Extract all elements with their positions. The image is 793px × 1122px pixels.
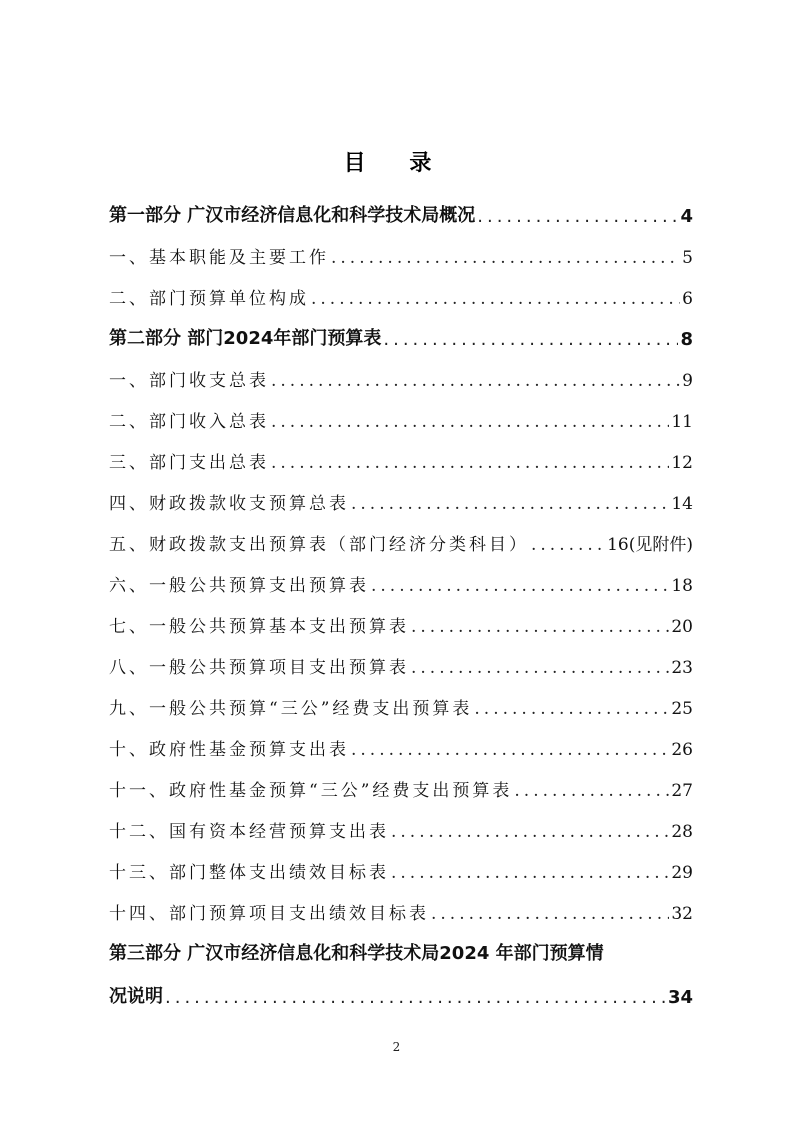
toc-entry-label: 第二部分 部门2024年部门预算表	[109, 328, 382, 349]
toc-entry[interactable]	[109, 719, 693, 760]
toc-entry-page-number: 11	[671, 412, 693, 432]
toc-entry-page-number: 9	[682, 371, 693, 391]
toc-entry-page-number: 5	[682, 248, 693, 268]
toc-entry[interactable]	[109, 596, 693, 637]
toc-entry-page-number: 25	[671, 699, 693, 719]
toc-entry-page-number: 8	[680, 329, 693, 350]
toc-entry-label: 第一部分 广汉市经济信息化和科学技术局概况	[109, 205, 476, 226]
toc-entry[interactable]	[109, 350, 693, 391]
toc-entry-page-number: 12	[671, 453, 693, 473]
dot-leader	[271, 453, 669, 473]
toc-entry-part-3[interactable]	[109, 924, 693, 1008]
dot-leader	[165, 987, 666, 1008]
dot-leader	[477, 206, 678, 227]
toc-entries	[109, 186, 693, 924]
toc-entry-page-number: 34	[667, 987, 693, 1008]
dot-leader	[391, 822, 669, 842]
toc-entry-label: 一、部门收支总表	[109, 371, 269, 391]
dot-leader	[371, 576, 669, 596]
toc-entry-page-number: 32	[671, 904, 693, 924]
toc-entry-label: 二、部门预算单位构成	[109, 289, 309, 309]
dot-leader	[271, 412, 669, 432]
toc-entry[interactable]	[109, 555, 693, 596]
toc-entry-page-number: 6	[682, 289, 693, 309]
toc-entry-label: 第三部分 广汉市经济信息化和科学技术局2024 年部门预算情	[109, 943, 604, 964]
toc-entry-label: 九、一般公共预算“三公”经费支出预算表	[109, 699, 473, 719]
toc-entry-label: 四、财政拨款收支预算总表	[109, 494, 349, 514]
toc-entry[interactable]	[109, 391, 693, 432]
dot-leader	[271, 371, 680, 391]
dot-leader	[474, 699, 669, 719]
toc-entry-label: 三、部门支出总表	[109, 453, 269, 473]
toc-entry[interactable]	[109, 883, 693, 924]
toc-entry-page-number: 26	[671, 740, 693, 760]
toc-entry-label: 十四、部门预算项目支出绩效目标表	[109, 904, 429, 924]
toc-entry[interactable]	[109, 760, 693, 801]
toc-entry-page-number: 14	[671, 494, 693, 514]
toc-entry[interactable]	[109, 637, 693, 678]
dot-leader	[311, 289, 680, 309]
dot-leader	[351, 740, 669, 760]
toc-entry-label: 十、政府性基金预算支出表	[109, 740, 349, 760]
toc-entry-page-number: 28	[671, 822, 693, 842]
toc-entry-label: 八、一般公共预算项目支出预算表	[109, 658, 409, 678]
dot-leader	[411, 617, 669, 637]
toc-entry[interactable]	[109, 186, 693, 227]
dot-leader	[411, 658, 669, 678]
toc-entry-page-number: 29	[671, 863, 693, 883]
toc-entry-page-number: 18	[671, 576, 693, 596]
toc-entry-label: 五、财政拨款支出预算表（部门经济分类科目）	[109, 535, 529, 555]
toc-entry-label-continued: 况说明	[109, 986, 163, 1007]
toc-entry-label: 七、一般公共预算基本支出预算表	[109, 617, 409, 637]
toc-entry[interactable]	[109, 309, 693, 350]
page-number: 2	[392, 1040, 401, 1054]
toc-entry-page-number: 20	[671, 617, 693, 637]
toc-entry[interactable]	[109, 514, 693, 555]
dot-leader	[391, 863, 669, 883]
toc-entry[interactable]	[109, 842, 693, 883]
toc-entry-label: 十三、部门整体支出绩效目标表	[109, 863, 389, 883]
toc-entry-page-number: 16(见附件)	[607, 535, 693, 555]
toc-entry-label: 一、基本职能及主要工作	[109, 248, 329, 268]
table-of-contents	[109, 186, 693, 1008]
toc-entry-label: 二、部门收入总表	[109, 412, 269, 432]
dot-leader	[531, 535, 605, 555]
toc-entry-label: 十二、国有资本经营预算支出表	[109, 822, 389, 842]
toc-entry[interactable]	[109, 268, 693, 309]
dot-leader	[351, 494, 669, 514]
dot-leader	[383, 329, 678, 350]
toc-entry[interactable]	[109, 432, 693, 473]
toc-title: 目 录	[343, 151, 450, 176]
toc-entry[interactable]	[109, 801, 693, 842]
dot-leader	[331, 248, 680, 268]
dot-leader	[431, 904, 669, 924]
dot-leader	[514, 781, 669, 801]
toc-entry-page-number: 4	[680, 206, 693, 227]
toc-entry-label: 十一、政府性基金预算“三公”经费支出预算表	[109, 781, 513, 801]
toc-entry[interactable]	[109, 678, 693, 719]
toc-entry[interactable]	[109, 473, 693, 514]
toc-entry-page-number: 23	[671, 658, 693, 678]
toc-entry-page-number: 27	[671, 781, 693, 801]
toc-entry[interactable]	[109, 227, 693, 268]
toc-entry-label: 六、一般公共预算支出预算表	[109, 576, 369, 596]
